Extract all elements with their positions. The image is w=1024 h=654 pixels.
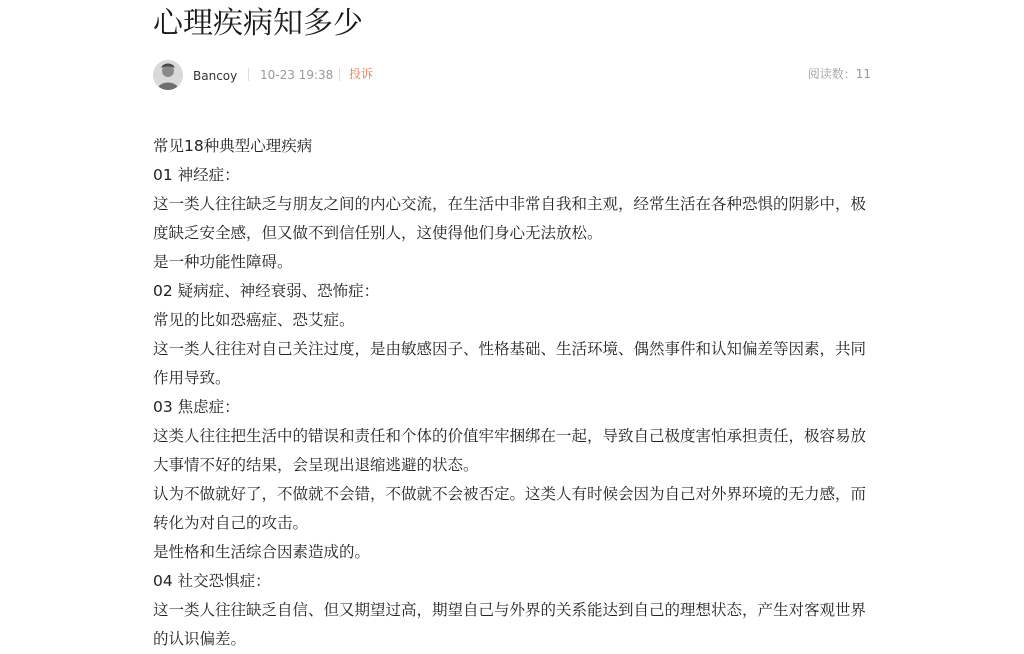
report-link[interactable]: 投诉 — [349, 67, 374, 81]
read-count: 阅读数：11 — [807, 67, 871, 81]
body-paragraph: 常见的比如恐癌症、恐艾症。 — [153, 311, 355, 329]
avatar-image — [153, 60, 183, 90]
body-paragraph: 这类人往往把生活中的错误和责任和个体的价值牢牢捆绑在一起，导致自己极度害怕承担责任，极容易放大事情不好的结果，会呈现出退缩逃避的状态。 — [153, 427, 867, 474]
body-paragraph: 这一类人往往对自己关注过度，是由敏感因子、性格基础、生活环境、偶然事件和认知偏差等因素，共同作用导致。 — [153, 340, 867, 387]
article-meta — [153, 60, 871, 92]
body-paragraph: 是性格和生活综合因素造成的。 — [153, 543, 371, 561]
article-body — [153, 132, 873, 654]
article-title: 心理疾病知多少 — [153, 6, 363, 41]
author-name[interactable]: Bancoy — [193, 69, 238, 83]
body-paragraph: 是一种功能性障碍。 — [153, 253, 293, 271]
body-paragraph: 03 焦虑症： — [153, 398, 240, 416]
meta-divider — [248, 68, 249, 81]
body-paragraph: 这一类人往往缺乏自信、但又期望过高，期望自己与外界的关系能达到自己的理想状态，产生对客观世界的认识偏差。 — [153, 601, 867, 648]
body-paragraph: 01 神经症： — [153, 166, 240, 184]
body-paragraph: 认为不做就好了，不做就不会错，不做就不会被否定。这类人有时候会因为自己对外界环境的无力感，而转化为对自己的攻击。 — [153, 485, 867, 532]
publish-date: 10-23 19:38 — [260, 68, 334, 82]
meta-divider — [339, 68, 340, 81]
body-paragraph: 02 疑病症、神经衰弱、恐怖症： — [153, 282, 380, 300]
body-paragraph: 04 社交恐惧症： — [153, 572, 271, 590]
body-paragraph: 常见18种典型心理疾病 — [153, 137, 313, 155]
body-paragraph: 这一类人往往缺乏与朋友之间的内心交流，在生活中非常自我和主观，经常生活在各种恐惧的阴影中，极度缺乏安全感，但又做不到信任别人，这使得他们身心无法放松。 — [153, 195, 867, 242]
author-avatar[interactable] — [153, 60, 183, 90]
